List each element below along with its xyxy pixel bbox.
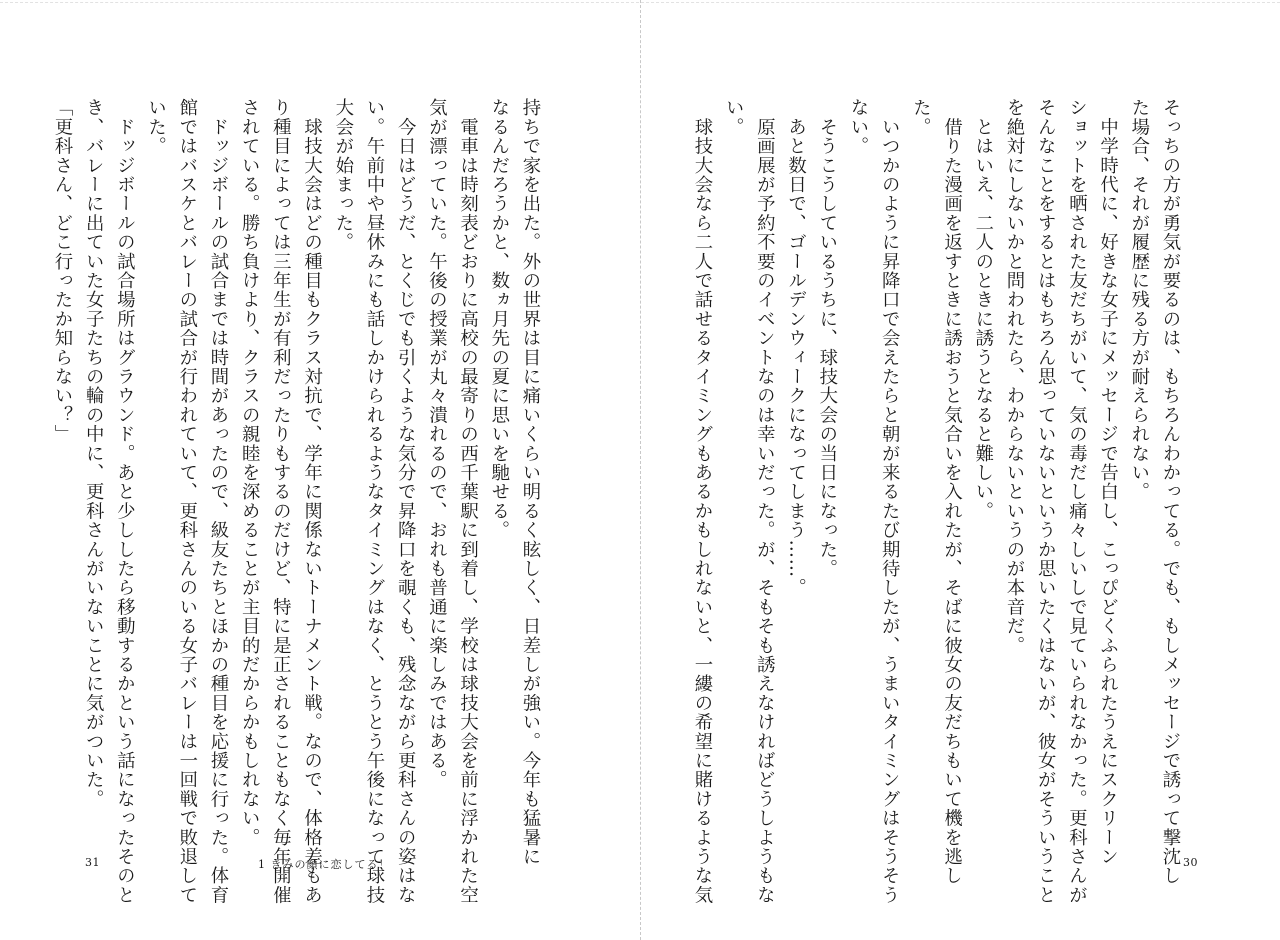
text-column: そんなことをするとはもちろん思っていないというか思いたくはないが、彼女がそういうこと: [1035, 98, 1057, 905]
text-column: り種目によっては三年生が有利だったりもするのだけど、特に是正されることもなく毎年開催: [270, 98, 292, 905]
text-column: 球技大会はどの種目もクラス対抗で、学年に関係ないトーナメント戦。なので、体格差もあ: [301, 98, 323, 905]
right-page-text: [691, 98, 1186, 905]
text-column: い。午前中や昼休みにも話しかけられるようなタイミングはなく、とうとう午後になって球技: [363, 98, 385, 905]
text-column: ドッジボールの試合場所はグラウンド。あと少ししたら移動するかという話になったそのと: [114, 98, 136, 905]
text-column: た場合、それが履歴に残る方が耐えられない。: [1128, 98, 1150, 502]
text-column: 球技大会なら二人で話せるタイミングもあるかもしれないと、一縷の希望に賭けるような気: [691, 98, 713, 905]
right-page: [641, 0, 1280, 940]
text-column: いつかのように昇降口で会えたらと朝が来るたび期待したが、うまいタイミングはそうそう: [879, 98, 901, 905]
text-column: 原画展が予約不要のイベントなのは幸いだった。が、そもそも誘えなければどうしようもな: [754, 98, 776, 905]
text-column: 大会が始まった。: [332, 98, 354, 252]
text-column: 中学時代に、好きな女子にメッセージで告白し、こっぴどくふられたうえにスクリーン: [1097, 98, 1119, 866]
text-column: 持ちで家を出た。外の世界は目に痛いくらい明るく眩しく、日差しが強い。今年も猛暑に: [520, 98, 541, 866]
text-column: 気が漂っていた。午後の授業が丸々潰れるので、おれも普通に楽しみではある。: [426, 98, 448, 790]
text-column: とはいえ、二人のときに誘うとなると難しい。: [972, 98, 994, 521]
page-number: 31: [85, 856, 100, 869]
text-column: されている。勝ち負けより、クラスの親睦を深めることが主目的だからかもしれない。: [239, 98, 261, 847]
text-column: ドッジボールの試合までは時間があったので、級友たちとほかの種目を応援に行った。体育: [207, 98, 229, 905]
text-column: 借りた漫画を返すときに誘おうと気合いを入れたが、そばに彼女の友だちもいて機を逃し: [941, 98, 963, 886]
text-column: た。: [910, 98, 932, 137]
text-column: 今日はどうだ、とくじでも引くような気分で昇降口を覗くも、残念ながら更科さんの姿はな: [395, 98, 417, 905]
text-column: い。: [723, 98, 745, 137]
text-column: あと数日で、ゴールデンウィークになってしまう……。: [785, 98, 807, 598]
text-column: そうこうしているうちに、球技大会の当日になった。: [816, 98, 838, 578]
text-column: 電車は時刻表どおりに高校の最寄りの西千葉駅に到着し、学校は球技大会を前に浮かれた空: [457, 98, 479, 905]
text-column: そっちの方が勇気が要るのは、もちろんわかってる。でも、もしメッセージで誘って撃沈し: [1160, 98, 1181, 886]
text-column: 館ではバスケとバレーの試合が行われていて、更科さんのいる女子バレーは一回戦で敗退して: [176, 98, 198, 905]
text-column: 「更科さん、どこ行ったか知らない？」: [51, 98, 73, 444]
running-head: 1 きみの顔に恋してる！: [258, 858, 391, 871]
text-column: を絶対にしないかと問われたら、わからないというのが本音だ。: [1003, 98, 1025, 655]
text-column: ショットを晒された友だちがいて、気の毒だし痛々しいしで見ていられなかった。更科さんが: [1066, 98, 1088, 905]
text-column: き、バレーに出ていた女子たちの輪の中に、更科さんがいないことに気がついた。: [83, 98, 105, 809]
text-column: いた。: [145, 98, 167, 156]
text-column: なるんだろうかと、数ヵ月先の夏に思いを馳せる。: [488, 98, 510, 540]
text-column: ない。: [847, 98, 869, 156]
page-number: 30: [1183, 856, 1198, 869]
